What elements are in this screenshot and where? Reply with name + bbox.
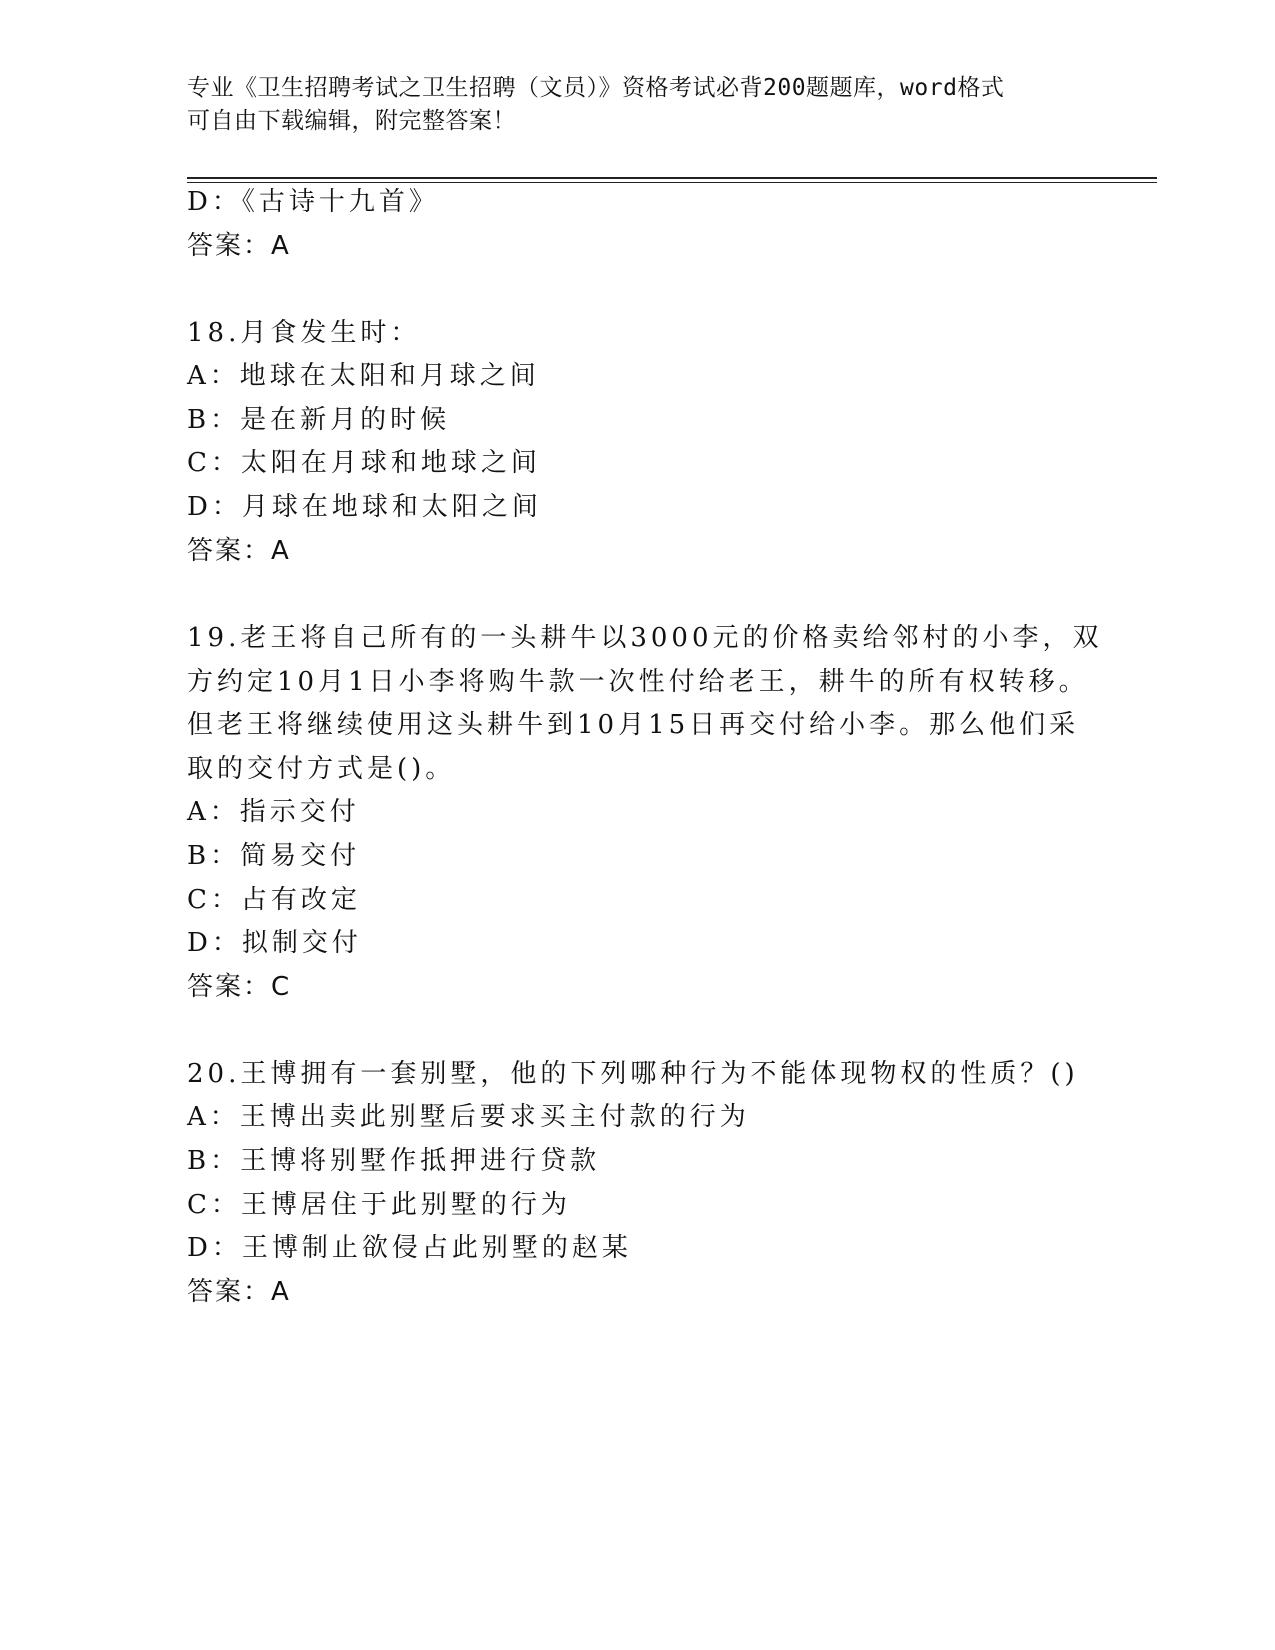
header-divider-thin [187, 182, 1157, 183]
q18-option-b: B：是在新月的时候 [187, 405, 451, 435]
q20-option-a: A：王博出卖此别墅后要求买主付款的行为 [187, 1102, 750, 1132]
q18-answer: 答案：A [187, 536, 291, 566]
q18-option-c: C：太阳在月球和地球之间 [187, 448, 541, 478]
q18-option-d: D：月球在地球和太阳之间 [187, 492, 542, 522]
q20-answer: 答案：A [187, 1277, 291, 1307]
q19-stem-line-1: 19.老王将自己所有的一头耕牛以3000元的价格卖给邻村的小李，双 [187, 623, 1103, 653]
q20-option-d: D：王博制止欲侵占此别墅的赵某 [187, 1233, 632, 1263]
q18-option-a: A：地球在太阳和月球之间 [187, 361, 540, 391]
q19-option-c: C：占有改定 [187, 885, 361, 915]
q19-answer: 答案：C [187, 972, 292, 1002]
q20-option-b: B：王博将别墅作抵押进行贷款 [187, 1146, 601, 1176]
header-title-line-1: 专业《卫生招聘考试之卫生招聘（文员）》资格考试必背200题题库，word格式 [187, 75, 1005, 101]
header-title-line-2: 可自由下载编辑，附完整答案！ [187, 108, 516, 134]
q18-stem: 18.月食发生时： [187, 318, 421, 348]
q19-stem-line-4: 取的交付方式是()。 [187, 754, 456, 784]
prev-option-d: D：《古诗十九首》 [187, 187, 439, 217]
header-divider-thick [187, 177, 1157, 179]
q19-option-b: B：简易交付 [187, 841, 361, 871]
q19-option-a: A：指示交付 [187, 797, 360, 827]
q19-stem-line-3: 但老王将继续使用这头耕牛到10月15日再交付给小李。那么他们采 [187, 710, 1080, 740]
q19-option-d: D：拟制交付 [187, 928, 362, 958]
page-header [187, 72, 1087, 138]
q19-stem-line-2: 方约定10月1日小李将购牛款一次性付给老王，耕牛的所有权转移。 [187, 667, 1089, 697]
q20-option-c: C：王博居住于此别墅的行为 [187, 1190, 571, 1220]
prev-answer: 答案：A [187, 231, 291, 261]
q20-stem: 20.王博拥有一套别墅，他的下列哪种行为不能体现物权的性质？() [187, 1059, 1079, 1089]
